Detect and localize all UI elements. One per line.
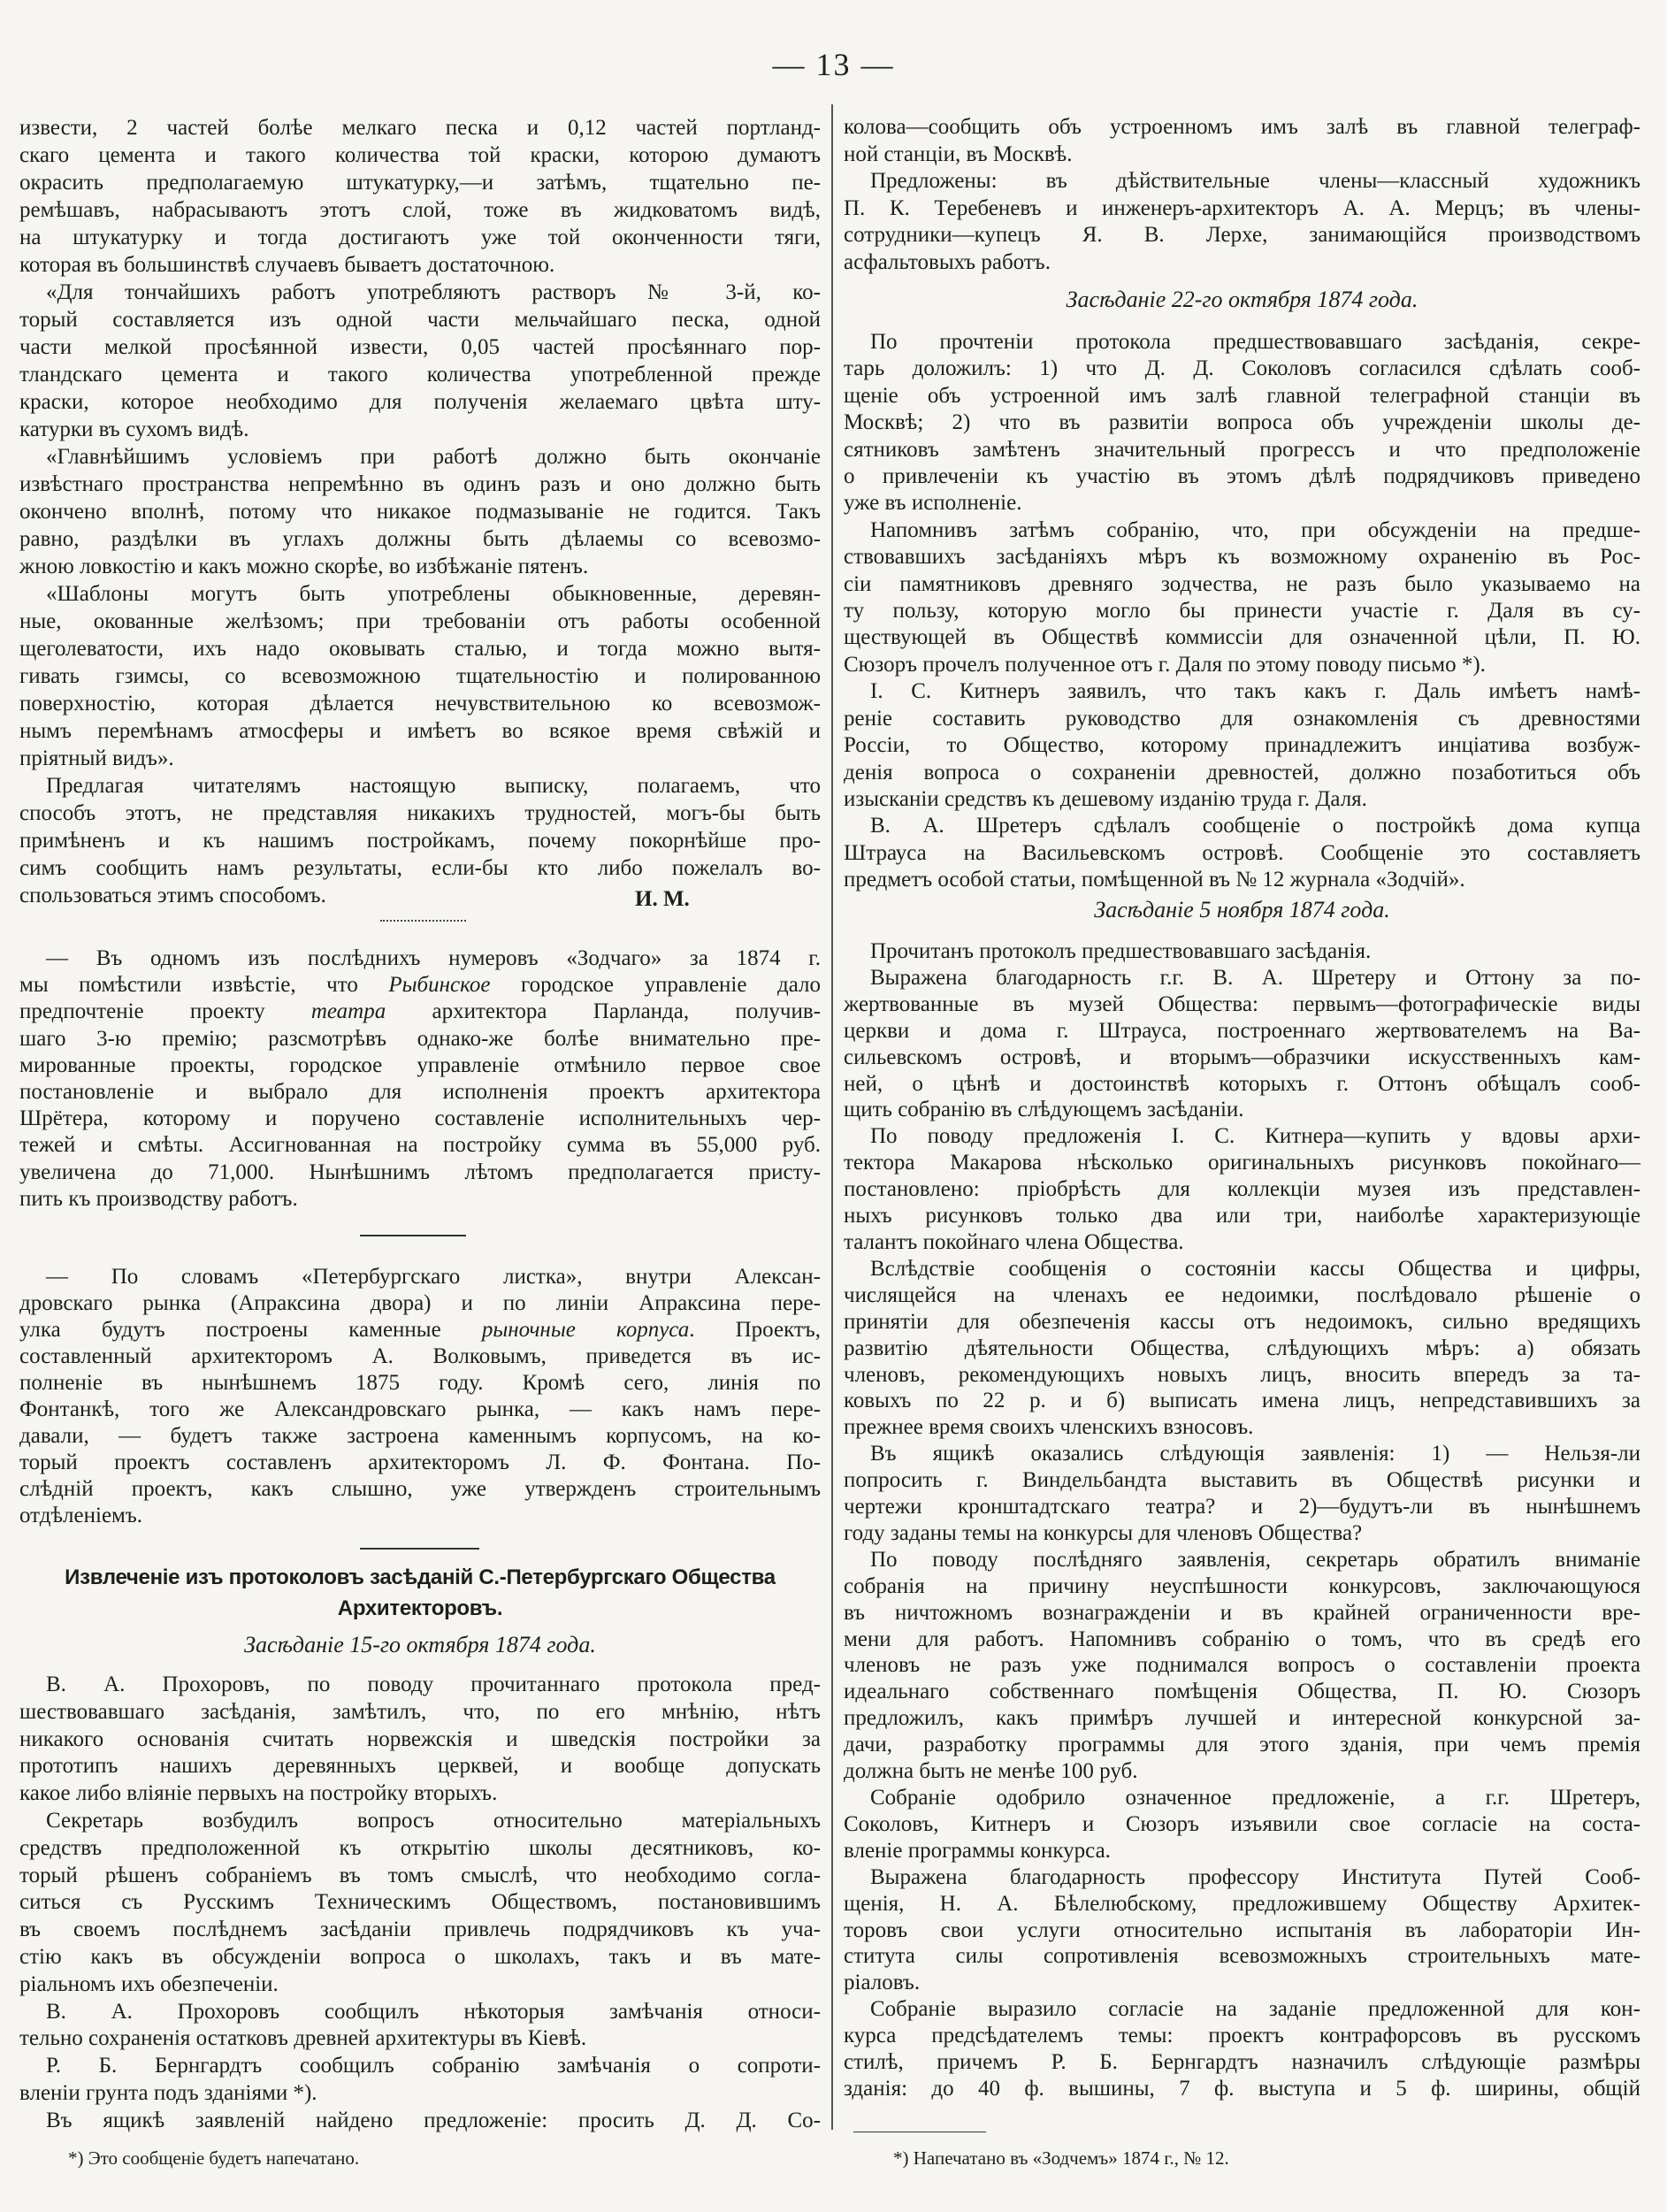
paragraph bbox=[19, 1808, 821, 1999]
paragraph bbox=[844, 1864, 1640, 1997]
text-line: слѣдній проектъ, какъ слышно, уже утвержденъ строительнымъ bbox=[19, 1477, 821, 1501]
text-line: составленный архитекторомъ А. Волковымъ, приведется въ ис- bbox=[19, 1344, 821, 1368]
text-line: ковыхъ по 22 р. и б) выписать имена лицъ, непредставившихъ за bbox=[844, 1389, 1640, 1413]
text-line: чертежи кронштадтскаго театра? и 2)—будутъ-ли въ нынѣшнемъ bbox=[844, 1495, 1640, 1519]
text-line: членовъ не разъ уже поднимался вопросъ о составленіи проекта bbox=[844, 1653, 1640, 1678]
text-line: членовъ, рекомендующихъ новыхъ лицъ, вносить впередъ за та- bbox=[844, 1362, 1640, 1387]
text-line: асфальтовыхъ работъ. bbox=[844, 249, 1051, 274]
text-line: В. А. Шретеръ сдѣлалъ сообщеніе о постройкѣ дома купца bbox=[870, 814, 1640, 838]
news-item-aleksandrovsky-market bbox=[19, 1264, 821, 1529]
text-line: примѣненъ и къ нашимъ постройкамъ, почему покорнѣйше про- bbox=[19, 829, 821, 853]
text-line: постановленіе и выбрало для исполненія проектъ архитектора bbox=[19, 1080, 821, 1105]
text-line: Шрётера, которому и поручено составленіе исполнительныхъ чер- bbox=[19, 1106, 821, 1131]
text-line: извѣстнаго пространства непремѣнно въ одинъ разъ и оно должно быть bbox=[19, 472, 821, 496]
column-divider bbox=[831, 104, 833, 2130]
text-line: Вслѣдствіе сообщенія о состояніи кассы Общества и цифры, bbox=[870, 1256, 1640, 1281]
text-line: жною ловкостію и какъ можно скорѣе, во избѣжаніе пятенъ. bbox=[19, 555, 589, 578]
text-line: должна быть не менѣе 100 руб. bbox=[844, 1759, 1138, 1784]
text-line: сятниковъ замѣтенъ значительный прогрессъ и что предположеніе bbox=[844, 437, 1640, 462]
paragraph bbox=[844, 517, 1640, 678]
text-line: нымъ перемѣнамъ атмосферы и имѣетъ во всякое время свѣжій и bbox=[19, 719, 821, 743]
text-line: ной станціи, въ Москвѣ. bbox=[844, 142, 1073, 166]
text-line: равно, раздѣлки въ углахъ должны быть дѣлаемы со всевозмо- bbox=[19, 527, 821, 551]
text-line: щенія, Н. А. Бѣлелюбскому, предложившему Обществу Архитек- bbox=[844, 1891, 1640, 1916]
text-line: — Въ одномъ изъ послѣднихъ нумеровъ «Зодчаго» за 1874 г. bbox=[46, 946, 821, 970]
news-item-rybinsk-theatre bbox=[19, 945, 821, 1213]
text-line: щеголеватости, ихъ надо оковывать сталью, и тогда можно вытя- bbox=[19, 637, 821, 661]
session-text-oct-22 bbox=[844, 329, 1640, 894]
ornamental-divider bbox=[380, 915, 466, 922]
heading-line: Извлеченіе изъ протоколовъ засѣданій С.-Петербургскаго Общества bbox=[65, 1565, 776, 1589]
text-line: развитію дѣятельности Общества, слѣдующихъ мѣръ: а) обязать bbox=[844, 1336, 1640, 1360]
text-line: торый проектъ составленъ архитекторомъ Л. Ф. Фонтана. По- bbox=[19, 1450, 821, 1474]
paragraph bbox=[844, 329, 1640, 517]
text-line: пить къ производству работъ. bbox=[19, 1186, 298, 1211]
italic-run: Рыбинское bbox=[388, 973, 491, 998]
text-line: колова—сообщить объ устроенномъ имъ залѣ въ главной телеграф- bbox=[844, 115, 1640, 139]
text-line: стилѣ, причемъ Р. Б. Бернгардтъ назначилъ слѣдующіе размѣры bbox=[844, 2050, 1640, 2075]
text-line: ствовавшихъ засѣданіяхъ мѣръ къ возможному охраненію въ Рос- bbox=[844, 545, 1640, 570]
text-line: принятіи для обезпеченія кассы отъ недоимокъ, сильно вредящихъ bbox=[844, 1309, 1640, 1334]
text-line: прежнее время своихъ членскихъ взносовъ. bbox=[844, 1415, 1254, 1440]
italic-run: рыночные корпуса bbox=[481, 1318, 690, 1342]
text-line: торый рѣшенъ собраніемъ въ томъ смыслѣ, что необходимо согла- bbox=[19, 1863, 821, 1887]
text-line: Собраніе одобрило означенное предложеніе, а г.г. Шретеръ, bbox=[870, 1786, 1640, 1810]
text-line: части мелкой просѣянной извести, 0,05 частей просѣяннаго пор- bbox=[19, 335, 821, 359]
text-line: которая въ большинствѣ случаевъ бываетъ достаточною. bbox=[19, 253, 555, 277]
text-run: городское управленіе дало bbox=[490, 973, 821, 998]
paragraph bbox=[844, 1123, 1640, 1256]
session-text-nov-5 bbox=[844, 938, 1640, 2102]
text-line: предметъ особой статьи, помѣщенной въ № 12 журнала «Зодчій». bbox=[844, 868, 1465, 892]
text-line: поверхностію, которая дѣлается нечувствительною ко всевозмож- bbox=[19, 692, 821, 716]
text-line: ріаловъ. bbox=[844, 1971, 921, 1995]
text-line: тежей и смѣты. Ассигнованная на постройку сумма въ 55,000 руб. bbox=[19, 1133, 821, 1158]
text-line: Россіи, то Общество, которому принадлежитъ инціатива возбуж- bbox=[844, 733, 1640, 758]
text-line: По поводу предложенія I. С. Китнера—купить у вдовы архи- bbox=[870, 1124, 1640, 1149]
paragraph bbox=[19, 114, 821, 279]
text-line bbox=[19, 999, 821, 1025]
paragraph bbox=[844, 813, 1640, 893]
text-line: «Для тончайшихъ работъ употребляютъ растворъ № 3-й, ко- bbox=[46, 280, 821, 304]
text-line: курса предсѣдателемъ темы: проектъ контрафорсовъ въ русскомъ bbox=[844, 2024, 1640, 2048]
text-line: числящейся на членахъ ее недоимки, послѣдовало рѣшеніе о bbox=[844, 1282, 1640, 1307]
text-line: В. А. Прохоровъ сообщилъ нѣкоторыя замѣчанія относи- bbox=[46, 1999, 821, 2024]
text-line: Выражена благодарность г.г. В. А. Шретеру и Оттону за по- bbox=[870, 965, 1640, 990]
text-line: Собраніе выразило согласіе на заданіе предложенной для кон- bbox=[870, 1997, 1640, 2022]
text-line: П. К. Теребеневъ и инженеръ-архитекторъ А. А. Мерцъ; въ члены- bbox=[844, 195, 1640, 220]
text-line: «Главнѣйшимъ условіемъ при работѣ должно быть окончаніе bbox=[46, 445, 821, 469]
text-line: вленіе программы конкурса. bbox=[844, 1838, 1111, 1863]
page-number: — 13 — bbox=[772, 47, 895, 82]
text-line: стію какъ въ обсужденіи вопроса о школахъ, такъ и въ мате- bbox=[19, 1944, 821, 1969]
paragraph bbox=[19, 1672, 821, 1808]
text-line: Р. Б. Бернгардтъ сообщилъ собранію замѣчанія о сопроти- bbox=[46, 2054, 821, 2078]
text-line: вленіи грунта подъ зданіями *). bbox=[19, 2080, 317, 2105]
paragraph bbox=[844, 1441, 1640, 1547]
paragraph bbox=[844, 114, 1640, 168]
text-line: тарь доложилъ: 1) что Д. Д. Соколовъ согласился сдѣлать сооб- bbox=[844, 356, 1640, 381]
text-line: шаго 3-ю премію; разсмотрѣвъ однако-же болѣе внимательно пре- bbox=[19, 1026, 821, 1051]
text-line: ситься съ Русскимъ Техническимъ Обществомъ, постановившимъ bbox=[19, 1890, 821, 1915]
text-run: предпочтеніе проекту bbox=[19, 999, 311, 1024]
text-line bbox=[19, 1317, 821, 1343]
paragraph bbox=[19, 580, 821, 772]
text-line: Предложены: въ дѣйствительные члены—классный художникъ bbox=[870, 169, 1640, 194]
paragraph bbox=[19, 443, 821, 580]
text-run: . Проектъ, bbox=[689, 1318, 822, 1342]
text-line: шествовавшаго засѣданія, замѣтилъ, что, по его мнѣнію, нѣтъ bbox=[19, 1699, 821, 1724]
text-line bbox=[19, 972, 821, 999]
text-line: средствъ предположенной къ открытію школы десятниковъ, ко- bbox=[19, 1835, 821, 1860]
text-line: ныхъ рисунковъ только два или три, наиболѣе характеризующіе bbox=[844, 1204, 1640, 1228]
text-line: По прочтеніи протокола предшествовавшаго засѣданія, секре- bbox=[870, 330, 1640, 354]
text-line: пріятный видъ». bbox=[19, 746, 174, 770]
text-line: щеніе объ устроенной имъ залѣ главной телеграфной станціи въ bbox=[844, 383, 1640, 408]
right-text-continuation bbox=[844, 114, 1640, 277]
paragraph bbox=[19, 945, 821, 1213]
text-line: спользоваться этимъ способомъ. bbox=[19, 884, 326, 907]
text-line: тельно сохраненія остатковъ древней архитектуры въ Кіевѣ. bbox=[19, 2026, 587, 2051]
text-line: собранія на причину неуспѣшности конкурсовъ, заключающуюся bbox=[844, 1573, 1640, 1598]
text-line: увеличена до 71,000. Нынѣшнимъ лѣтомъ предполагается присту- bbox=[19, 1160, 821, 1184]
text-run: архитектора Парланда, получив- bbox=[386, 999, 821, 1024]
text-line: въ ничтожномъ вознагражденіи и въ крайней ограниченности вре- bbox=[844, 1600, 1640, 1625]
text-line: Предлагая читателямъ настоящую выписку, полагаемъ, что bbox=[46, 774, 821, 798]
text-line: изысканіи средствъ къ дешевому изданію труда г. Даля. bbox=[844, 786, 1367, 811]
text-line: сотрудники—купецъ Я. В. Лерхе, занимающійся производствомъ bbox=[844, 223, 1640, 248]
text-line: попросить г. Виндельбандта выставить въ Обществѣ рисунки и bbox=[844, 1468, 1640, 1493]
text-line: способъ этотъ, не представляя никакихъ трудностей, могъ-бы быть bbox=[19, 801, 821, 825]
text-line: ремѣшавъ, набрасываютъ этотъ слой, тоже въ жидковатомъ видѣ, bbox=[19, 198, 821, 222]
session-title: Засѣданіе 5 ноября 1874 года. bbox=[1094, 897, 1390, 922]
text-line: торый составляется изъ одной части мельчайшаго песка, одной bbox=[19, 308, 821, 332]
text-line: предложилъ, какъ примѣръ лучшей и интересной конкурсной за- bbox=[844, 1706, 1640, 1731]
text-line: извести, 2 частей болѣе мелкаго песка и 0,12 частей портланд- bbox=[19, 116, 821, 140]
text-line: мированные проекты, городское управленіе отмѣнило первое свое bbox=[19, 1052, 821, 1077]
session-title: Засѣданіе 22-го октября 1874 года. bbox=[1066, 287, 1418, 312]
paragraph bbox=[844, 168, 1640, 276]
text-line: въ своемъ послѣднемъ засѣданіи привлечь подрядчиковъ къ уча- bbox=[19, 1917, 821, 1942]
text-line: денія вопроса о сохраненіи древностей, должно позаботиться объ bbox=[844, 760, 1640, 785]
text-line: симъ сообщить намъ результаты, если-бы кто либо пожелалъ во- bbox=[19, 856, 821, 880]
text-line: мени для работъ. Напомнивъ собранію о томъ, что въ средѣ его bbox=[844, 1626, 1640, 1651]
paragraph bbox=[844, 1996, 1640, 2102]
text-line: краски, которое необходимо для полученія желаемаго цвѣта шту- bbox=[19, 390, 821, 414]
text-line: Выражена благодарность профессору Института Путей Сооб- bbox=[870, 1864, 1640, 1889]
protocols-heading bbox=[19, 1562, 821, 1624]
text-line: В. А. Прохоровъ, по поводу прочитаннаго протокола пред- bbox=[46, 1672, 821, 1696]
text-line: Москвѣ; 2) что въ развитіи вопроса объ учрежденіи школы де- bbox=[844, 410, 1640, 435]
text-line: окрасить предполагаемую штукатурку,—и затѣмъ, тщательно пе- bbox=[19, 171, 821, 195]
text-line: Фонтанкѣ, того же Александровскаго рынка, — какъ намъ пере- bbox=[19, 1397, 821, 1421]
text-line: талантъ покойнаго члена Общества. bbox=[844, 1229, 1184, 1254]
text-line: уже въ исполненіе. bbox=[844, 491, 1022, 516]
text-line: дровскаго рынка (Апраксина двора) и по линіи Апраксина пере- bbox=[19, 1291, 821, 1315]
paragraph bbox=[19, 279, 821, 443]
text-line: Соколовъ, Китнеръ и Сюзоръ изъявили свое согласіе на соста- bbox=[844, 1811, 1640, 1836]
paragraph bbox=[844, 965, 1640, 1123]
text-line: какое либо вліяніе первыхъ на постройку вторыхъ. bbox=[19, 1781, 498, 1806]
text-line: По поводу послѣдняго заявленія, секретарь обратилъ вниманіе bbox=[870, 1547, 1640, 1572]
paragraph bbox=[19, 1999, 821, 2054]
footnote: *) Напечатано въ «Зодчемъ» 1874 г., № 12. bbox=[893, 2147, 1229, 2169]
paragraph bbox=[844, 938, 1640, 965]
text-line: сильевскомъ островѣ, и вторымъ—образчики искусственныхъ кам- bbox=[844, 1045, 1640, 1069]
author-signature: И. М. bbox=[635, 887, 690, 911]
text-line: Прочитанъ протоколъ предшествовавшаго засѣданія. bbox=[870, 939, 1372, 963]
text-line: Въ ящикѣ заявленій найдено предложеніе: просить Д. Д. Со- bbox=[46, 2108, 821, 2132]
text-line: I. С. Китнеръ заявилъ, что такъ какъ г. Даль имѣетъ намѣ- bbox=[870, 679, 1640, 704]
text-line: о привлеченіи къ участію въ этомъ дѣлѣ подрядчиковъ приведено bbox=[844, 464, 1640, 489]
text-line: отдѣленіемъ. bbox=[19, 1504, 143, 1527]
text-line: — По словамъ «Петербургскаго листка», внутри Алексан- bbox=[46, 1265, 821, 1289]
text-line: Сюзоръ прочелъ полученное отъ г. Даля по этому поводу письмо *). bbox=[844, 652, 1486, 677]
paragraph bbox=[19, 1264, 821, 1529]
text-line: постановлено: пріобрѣсть для коллекціи музея изъ представлен- bbox=[844, 1177, 1640, 1202]
text-line: сіи памятниковъ древняго зодчества, не разъ было указываемо на bbox=[844, 571, 1640, 596]
text-line: году заданы темы на конкурсы для членовъ Общества? bbox=[844, 1520, 1363, 1545]
text-line: Штрауса на Васильевскомъ островѣ. Сообщеніе это составляетъ bbox=[844, 840, 1640, 865]
paragraph bbox=[844, 1256, 1640, 1441]
text-line: тландскаго цемента и такого количества употребленной прежде bbox=[19, 363, 821, 387]
heading-line: Архитекторовъ. bbox=[337, 1596, 503, 1620]
italic-run: театра bbox=[310, 999, 386, 1024]
session-title: Засѣданіе 15-го октября 1874 года. bbox=[244, 1632, 596, 1657]
text-line: церкви и дома г. Штрауса, построеннаго жертвователемъ на Ва- bbox=[844, 1018, 1640, 1043]
text-line: полненіе въ нынѣшнемъ 1875 году. Кромѣ сего, линія по bbox=[19, 1371, 821, 1395]
text-line: «Шаблоны могутъ быть употреблены обыкновенные, деревян- bbox=[46, 582, 821, 606]
text-line: окончено вполнѣ, потому что никакое подмазываніе не годится. Такъ bbox=[19, 500, 821, 524]
text-line: ріальномъ ихъ обезпеченіи. bbox=[19, 1971, 279, 1996]
footnote: *) Это сообщеніе будетъ напечатано. bbox=[68, 2147, 360, 2169]
paragraph bbox=[19, 2053, 821, 2108]
text-line: никакого основанія считать норвежскія и шведскія постройки за bbox=[19, 1726, 821, 1751]
session-text-oct-15 bbox=[19, 1672, 821, 2135]
text-line: торовъ свои услуги относительно испытанія въ лабораторіи Ин- bbox=[844, 1917, 1640, 1942]
text-line: ту пользу, которую могло бы принести участіе г. Даля въ су- bbox=[844, 599, 1640, 624]
paragraph bbox=[19, 772, 821, 909]
section-rule bbox=[360, 1235, 466, 1236]
text-run: улка будутъ построены каменные bbox=[19, 1318, 482, 1342]
text-line: катурки въ сухомъ видѣ. bbox=[19, 417, 249, 441]
text-line: тектора Макарова нѣсколько оригинальныхъ рисунковъ покойнаго— bbox=[844, 1151, 1640, 1175]
text-line: реніе составить руководство для ознакомленія съ древностями bbox=[844, 706, 1640, 731]
text-line: на штукатурку и тогда достигаютъ уже той оконченности тяги, bbox=[19, 226, 821, 249]
text-line: ные, окованные желѣзомъ; при требованіи отъ работы особенной bbox=[19, 609, 821, 633]
text-line: Секретарь возбудилъ вопросъ относительно матеріальныхъ bbox=[46, 1808, 821, 1833]
paragraph bbox=[844, 678, 1640, 813]
text-line: давали, — будетъ также застроена каменнымъ корпусомъ, на ко- bbox=[19, 1424, 821, 1448]
text-line: Въ ящикѣ оказались слѣдующія заявленія: 1) — Нельзя-ли bbox=[870, 1442, 1640, 1466]
text-run: мы помѣстили извѣстіе, что bbox=[19, 973, 389, 998]
paragraph bbox=[844, 1547, 1640, 1785]
text-line: ститута силы сопротивленія всевозможныхъ строительныхъ мате- bbox=[844, 1944, 1640, 1969]
text-line: скаго цемента и такого количества той краски, которою думаютъ bbox=[19, 143, 821, 167]
text-line: зданія: до 40 ф. вышины, 7 ф. выступа и 5 ф. ширины, общій bbox=[844, 2076, 1640, 2101]
paragraph bbox=[19, 2108, 821, 2135]
text-line: гивать гзимсы, со всевозможною тщательностію и полированною bbox=[19, 664, 821, 688]
paragraph bbox=[844, 1785, 1640, 1864]
text-line: идеальнаго собственнаго помѣщенія Общества, П. Ю. Сюзоръ bbox=[844, 1680, 1640, 1704]
left-text-continuation bbox=[19, 114, 821, 909]
text-line: щить собранію въ слѣдующемъ засѣданіи. bbox=[844, 1098, 1244, 1122]
text-line: ществующей въ Обществѣ коммиссіи для означенной цѣли, П. Ю. bbox=[844, 625, 1640, 650]
section-rule bbox=[360, 1548, 479, 1550]
text-line: прототипъ нашихъ деревянныхъ церквей, и вообще допускать bbox=[19, 1754, 821, 1779]
text-line: ней, о цѣнѣ и достоинствѣ которыхъ г. Оттонъ обѣщалъ сооб- bbox=[844, 1071, 1640, 1096]
text-line: Напомнивъ затѣмъ собранію, что, при обсужденіи на предше- bbox=[870, 517, 1640, 542]
text-line: жертвованные въ музей Общества: первымъ—фотографическіе виды bbox=[844, 991, 1640, 1016]
text-line: дачи, разработку программы для этого зданія, при чемъ премія bbox=[844, 1733, 1640, 1757]
